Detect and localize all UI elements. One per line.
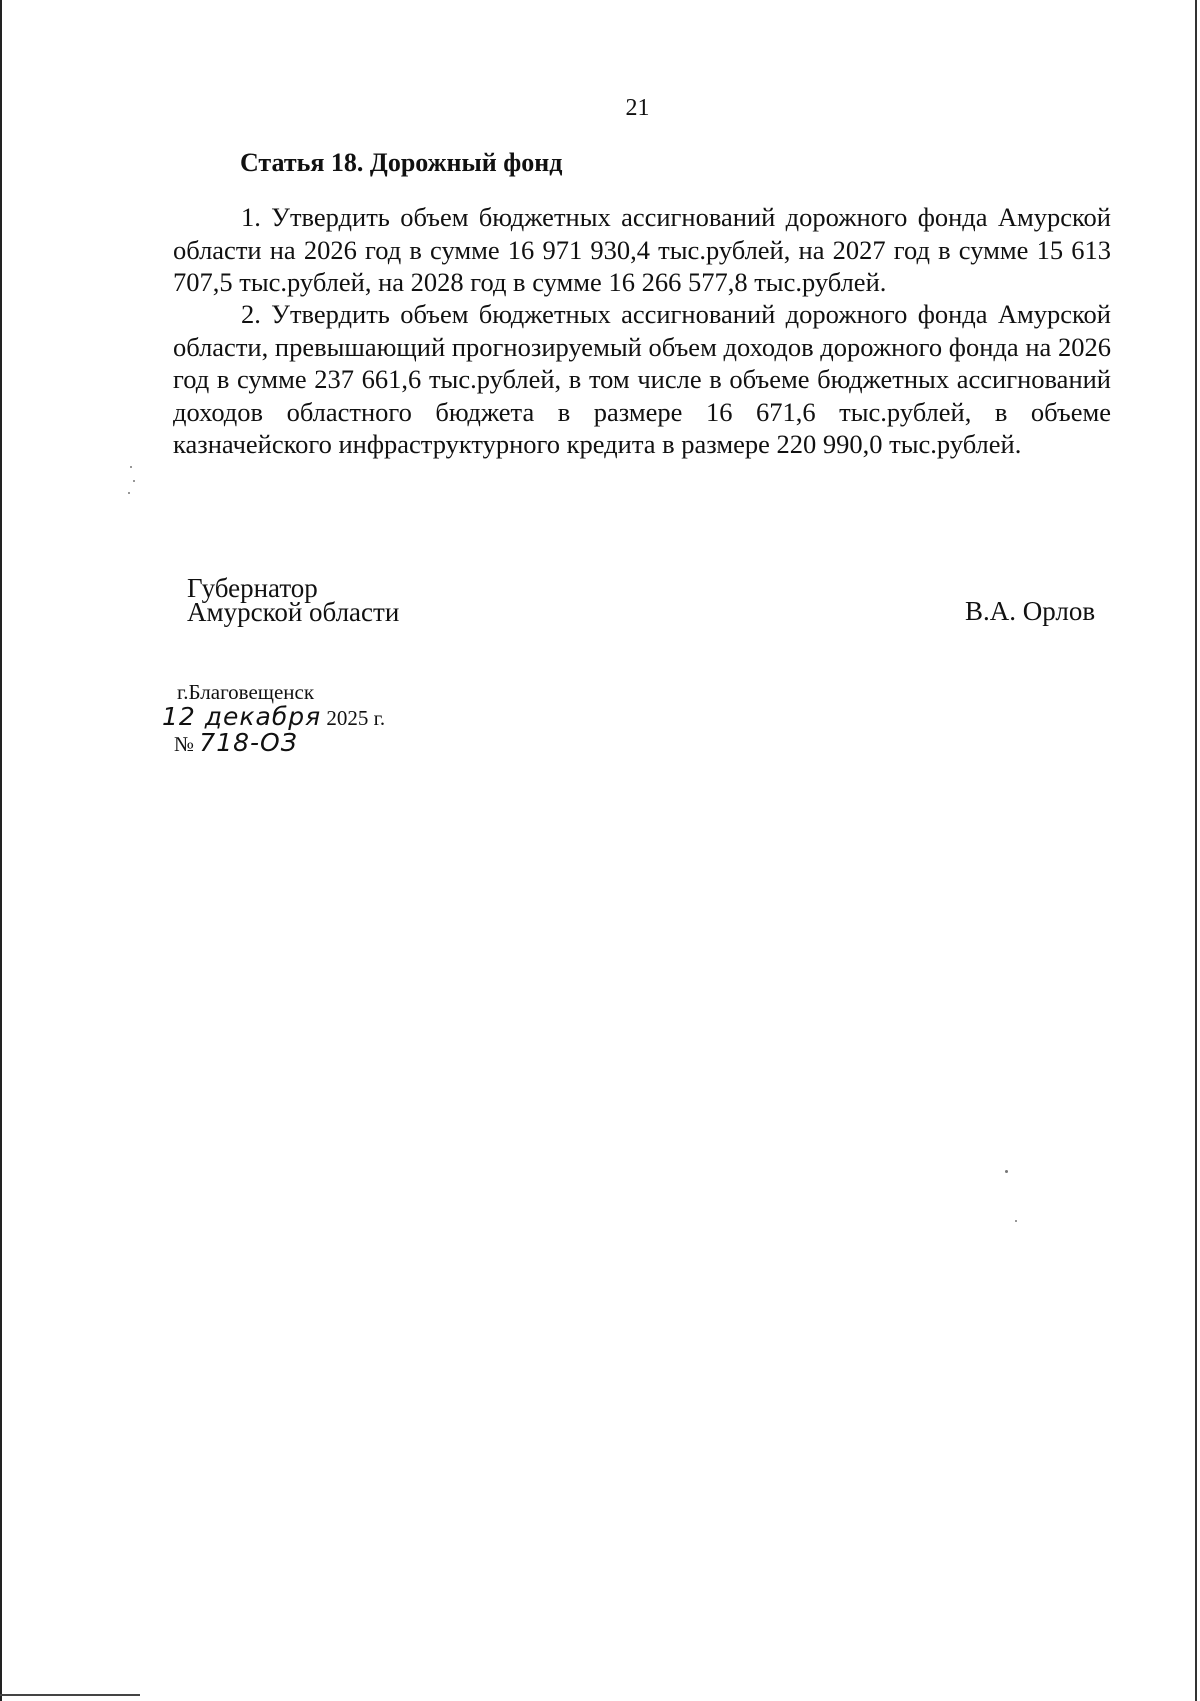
page-number: 21: [625, 95, 650, 121]
signatory-name: В.А. Орлов: [965, 596, 1096, 626]
handwritten-number: 718-ОЗ: [199, 728, 298, 757]
signing-date: [162, 702, 385, 731]
paragraph-1: 1. Утвердить объем бюджетных ассигнований дорожного фонда Амурской области на 2026 год в сумме 16 971 930,4 тыс.рублей, на 2027 год в сумме 15 613 707,5 тыс.рублей, на 2028 год в сумме 16 266 577,8 тыс.рублей.: [173, 202, 1111, 297]
scan-speck: [1015, 1220, 1017, 1222]
scan-speck: [1005, 1170, 1008, 1173]
article-title: Статья 18. Дорожный фонд: [240, 148, 563, 177]
scan-speck: [128, 492, 130, 494]
paragraph-2: 2. Утвердить объем бюджетных ассигнований дорожного фонда Амурской области, превышающий прогнозируемый объем доходов дорожного фонда на 2026 год в сумме 237 661,6 тыс.рублей, в том числе в объеме бюджетных ассигнований доходов областного бюджета в размере 16 671,6 тыс.рублей, в объеме казначейского инфраструктурного кредита в размере 220 990,0 тыс.рублей.: [173, 299, 1111, 459]
date-year: 2025 г.: [326, 706, 386, 730]
city-of-signing: г.Благовещенск: [177, 680, 315, 704]
signatory-title-line-2: Амурской области: [187, 597, 400, 627]
scan-speck: [130, 466, 132, 468]
page-left-edge: [0, 0, 2, 1701]
scan-speck: [133, 480, 135, 482]
page-right-edge: [1195, 0, 1197, 1701]
signatory-title-line-1: Губернатор: [187, 573, 318, 603]
document-number: [174, 728, 298, 757]
handwritten-date: 12 декабря: [162, 702, 322, 731]
scan-bottom-line: [0, 1694, 140, 1696]
signatory-title: [187, 573, 400, 627]
number-prefix: №: [174, 732, 195, 756]
